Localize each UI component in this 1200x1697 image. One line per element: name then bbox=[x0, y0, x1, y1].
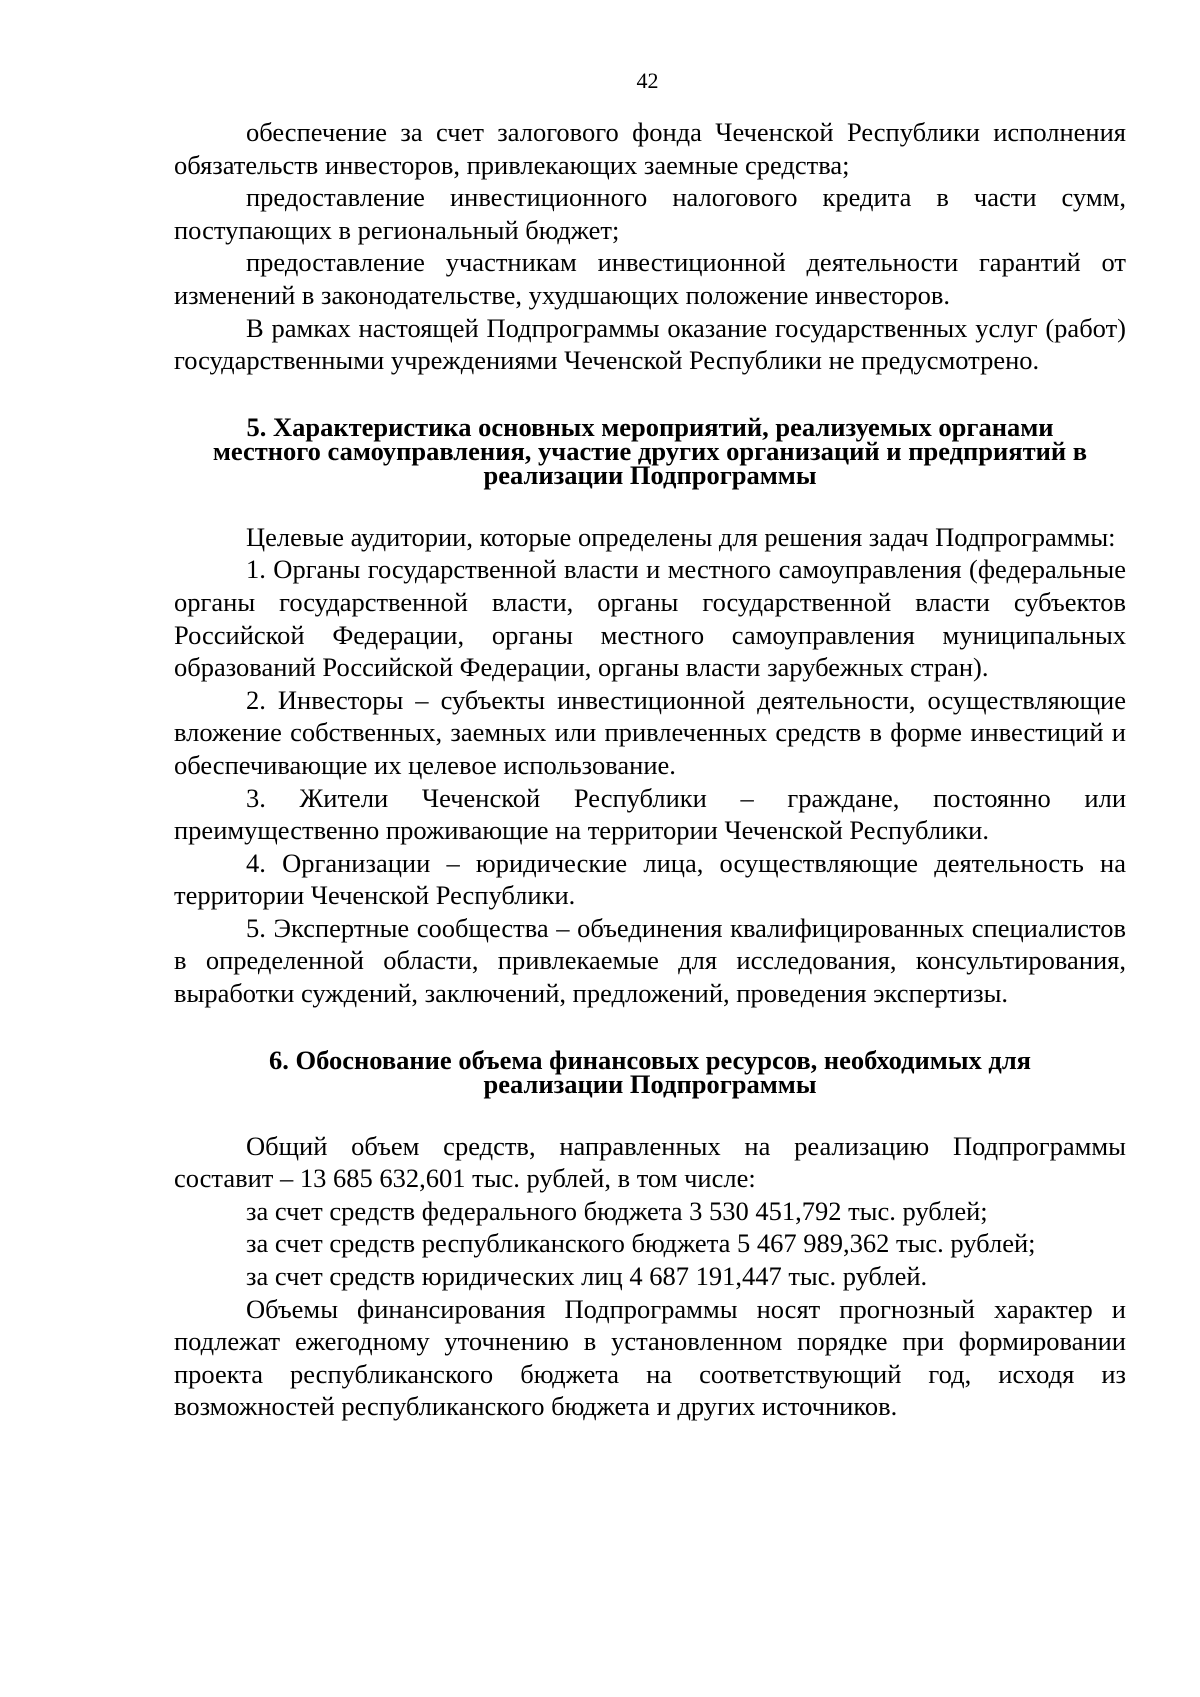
funding-line: за счет средств федерального бюджета 3 530 451,792 тыс. рублей; bbox=[246, 1195, 988, 1226]
intro-paragraph: обеспечение за счет залогового фонда Чеченской Республики исполнения обязательств инвесторов, привлекающих заемные средства; bbox=[174, 117, 1126, 180]
audience-item: 5. Экспертные сообщества – объединения квалифицированных специалистов в определенной области, привлекаемые для исследования, консультирования, выработки суждений, заключений, предложений, проведения экспертизы. bbox=[174, 912, 1126, 1009]
intro-paragraph: предоставление участникам инвестиционной деятельности гарантий от изменений в законодательстве, ухудшающих положение инвесторов. bbox=[174, 247, 1126, 310]
page-content bbox=[174, 116, 1126, 1423]
intro-paragraph: В рамках настоящей Подпрограммы оказание государственных услуг (работ) государственными учреждениями Чеченской Республики не предусмотрено. bbox=[174, 312, 1126, 376]
section-5-heading-line: 5. Характеристика основных мероприятий, реализуемых органами bbox=[246, 411, 1054, 442]
funding-line: за счет средств республиканского бюджета 5 467 989,362 тыс. рублей; bbox=[246, 1228, 1036, 1259]
section-5-lead: Целевые аудитории, которые определены для решения задач Подпрограммы: bbox=[246, 521, 1116, 552]
section-6-heading-line: 6. Обоснование объема финансовых ресурсов, необходимых для bbox=[268, 1044, 1032, 1075]
section-5-heading bbox=[174, 411, 1126, 490]
section-5-heading-line: местного самоуправления, участие других организаций и предприятий в bbox=[212, 435, 1088, 466]
page-number: 42 bbox=[636, 68, 659, 93]
intro-paragraph: предоставление инвестиционного налогового кредита в части сумм, поступающих в региональный бюджет; bbox=[174, 182, 1126, 245]
section-6-heading-line: реализации Подпрограммы bbox=[483, 1068, 817, 1099]
funding-paragraph: Объемы финансирования Подпрограммы носят прогнозный характер и подлежат ежегодному уточнению в установленном порядке при формировании проекта республиканского бюджета на соответствующий год, исходя из возможностей республиканского бюджета и других источников. bbox=[174, 1293, 1126, 1422]
audience-item: 3. Жители Чеченской Республики – граждане, постоянно или преимущественно проживающие на территории Чеченской Республики. bbox=[174, 782, 1126, 846]
funding-line: за счет средств юридических лиц 4 687 191,447 тыс. рублей. bbox=[246, 1261, 928, 1292]
audience-item: 1. Органы государственной власти и местного самоуправления (федеральные органы государственной власти, органы государственной власти субъектов Российской Федерации, органы местного самоуправления муниципальных образований Российской Федерации, органы власти зарубежных стран). bbox=[174, 554, 1126, 683]
funding-paragraph: Общий объем средств, направленных на реализацию Подпрограммы составит – 13 685 632,601 тыс. рублей, в том числе: bbox=[174, 1130, 1126, 1194]
audience-item: 4. Организации – юридические лица, осуществляющие деятельность на территории Чеченской Республики. bbox=[174, 847, 1126, 911]
section-6-heading bbox=[174, 1044, 1126, 1099]
audience-item: 2. Инвесторы – субъекты инвестиционной деятельности, осуществляющие вложение собственных, заемных или привлеченных средств в форме инвестиций и обеспечивающие их целевое использование. bbox=[174, 684, 1126, 780]
section-5-heading-line: реализации Подпрограммы bbox=[483, 459, 817, 490]
